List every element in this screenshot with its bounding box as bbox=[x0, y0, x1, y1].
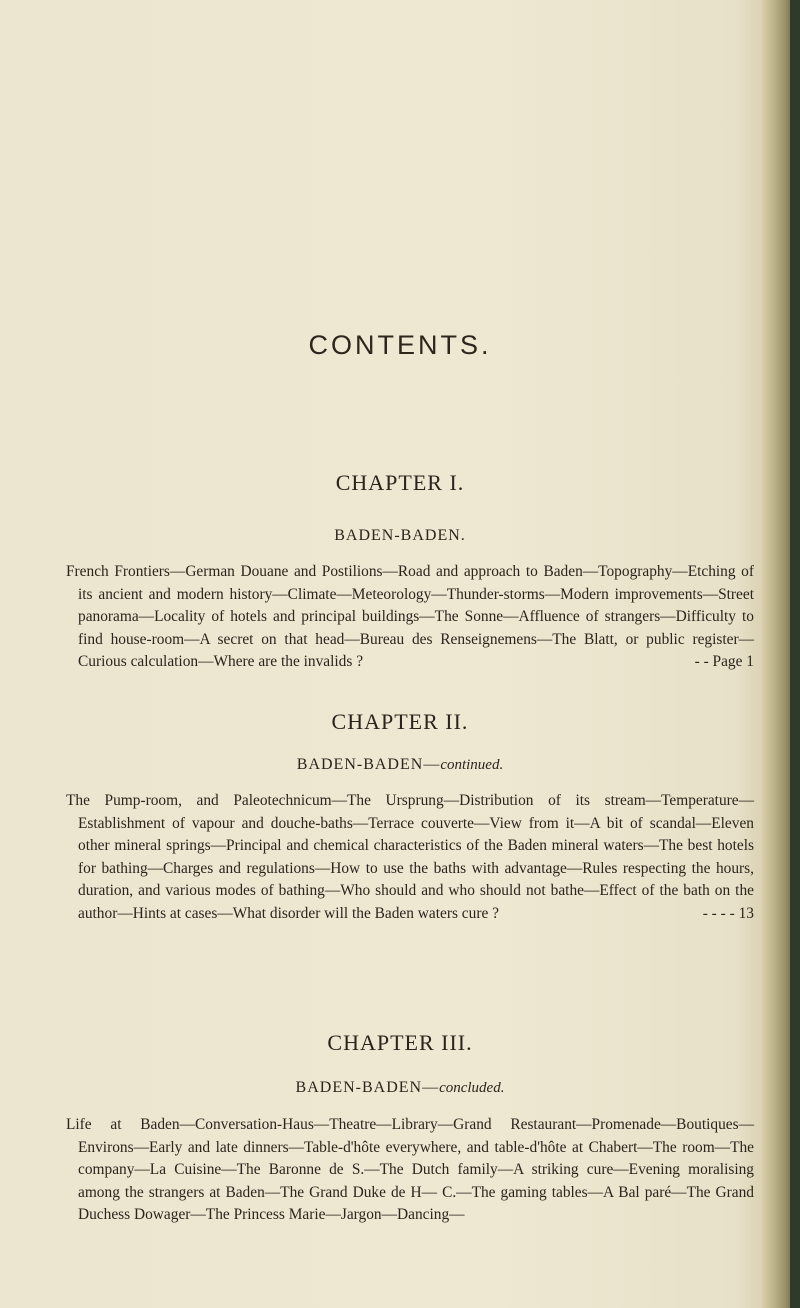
chapter-2-heading: CHAPTER II. bbox=[331, 709, 469, 734]
chapter-3-heading: CHAPTER III. bbox=[327, 1030, 473, 1055]
book-binding-shadow bbox=[790, 0, 800, 1308]
chapter-1-summary bbox=[66, 561, 754, 674]
chapter-1-heading: CHAPTER I. bbox=[335, 470, 465, 495]
chapter-2-subtitle-text: BADEN-BADEN— bbox=[296, 756, 441, 773]
chapter-2-subtitle-note: continued. bbox=[440, 757, 504, 773]
chapter-2-summary-text: The Pump-room, and Paleotechnicum—The Ursprung—Distribution of its stream—Temperature—Establishment of vapour and douche-baths—Terrace couverte—View from it—A bit of scandal—Eleven other mineral springs—Principal and chemical characteristics of the Baden mineral waters—The best hotels for bathing—Charges and regulations—How to use the baths with advantage—Rules respecting the hours, duration, and various modes of bathing—Who should and who should not bathe—Effect of the bath on the author—Hints at cases—What disorder will the Baden waters cure ? bbox=[66, 792, 754, 922]
chapter-3-subtitle bbox=[0, 1079, 800, 1097]
chapter-3-subtitle-note: concluded. bbox=[439, 1080, 505, 1096]
chapter-1-subtitle bbox=[0, 527, 800, 545]
chapter-2-page-ref: - - - - 13 bbox=[702, 904, 754, 922]
chapter-3-summary bbox=[66, 1114, 754, 1227]
chapter-1-subtitle-text: BADEN-BADEN. bbox=[334, 527, 466, 544]
chapter-1-summary-text: French Frontiers—German Douane and Postilions—Road and approach to Baden—Topography—Etching of its ancient and modern history—Climate—Meteorology—Thunder-storms—Modern improvements—Street panorama—Locality of hotels and principal buildings—The Sonne—Affluence of strangers—Difficulty to find house-room—A secret on that head—Bureau des Renseignemens—The Blatt, or public register—Curious calculation—Where are the invalids ? bbox=[66, 563, 754, 670]
contents-title: CONTENTS. bbox=[308, 330, 492, 360]
chapter-3-subtitle-text: BADEN-BADEN— bbox=[295, 1079, 440, 1096]
chapter-3-summary-text: Life at Baden—Conversation-Haus—Theatre—Library—Grand Restaurant—Promenade—Boutiques—Environs—Early and late dinners—Table-d'hôte everywhere, and table-d'hôte at Chabert—The room—The company—La Cuisine—The Baronne de S.—The Dutch family—A striking cure—Evening moralising among the strangers at Baden—The Grand Duke de H— C.—The gaming tables—A Bal paré—The Grand Duchess Dowager—The Princess Marie—Jargon—Dancing— bbox=[66, 1116, 754, 1223]
chapter-2-summary bbox=[66, 790, 754, 925]
chapter-2-subtitle bbox=[0, 756, 800, 774]
chapter-1-page-ref: - - Page 1 bbox=[694, 653, 754, 670]
